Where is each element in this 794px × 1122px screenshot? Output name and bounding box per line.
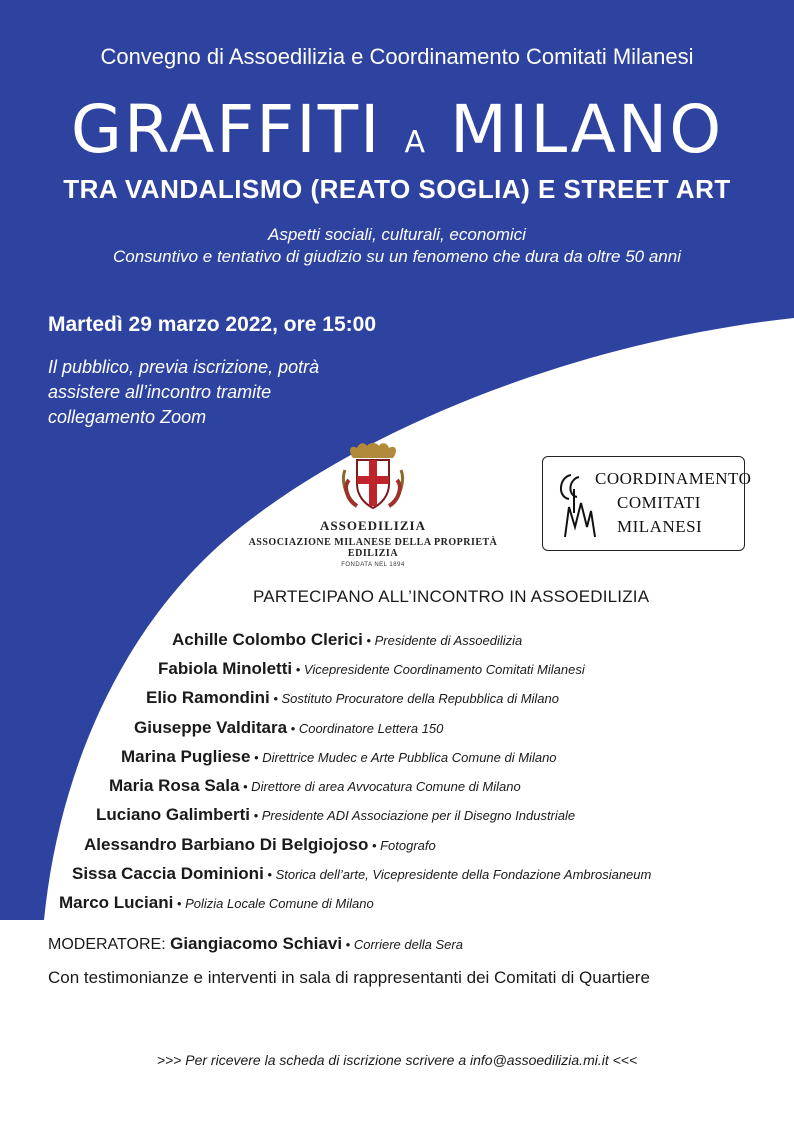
- participant-name: Marina Pugliese: [121, 747, 251, 766]
- participant-role: • Direttore di area Avvocatura Comune di Milano: [239, 779, 521, 794]
- participant-name: Elio Ramondini: [146, 688, 270, 707]
- participant-row: [109, 776, 521, 796]
- public-line-2: assistere all’incontro tramite: [48, 382, 272, 402]
- title-a: A: [404, 125, 427, 160]
- participant-row: [158, 659, 585, 679]
- participant-name: Fabiola Minoletti: [158, 659, 293, 678]
- moderator-role: • Corriere della Sera: [342, 937, 463, 952]
- participant-role: • Coordinatore Lettera 150: [287, 721, 444, 736]
- coord-line-1: COORDINAMENTO: [595, 469, 752, 488]
- aspects-line-1: Aspetti sociali, culturali, economici: [268, 225, 526, 244]
- title-graffiti: GRAFFITI: [70, 91, 382, 168]
- assoedilizia-founded: FONDATA NEL 1894: [341, 562, 405, 568]
- participant-role: • Sostituto Procuratore della Repubblica di Milano: [269, 691, 559, 706]
- aspects-line-2: Consuntivo e tentativo di giudizio su un fenomeno che dura da oltre 50 anni: [113, 247, 681, 266]
- coordinamento-text: [595, 467, 751, 539]
- coord-line-3: MILANESI: [617, 517, 703, 536]
- participant-role: • Storica dell’arte, Vicepresidente della Fondazione Ambrosianeum: [263, 867, 652, 882]
- participant-name: Marco Luciani: [59, 893, 174, 912]
- coat-of-arms-icon: [341, 440, 405, 512]
- participant-name: Achille Colombo Clerici: [172, 630, 363, 649]
- convegno-heading: Convegno di Assoedilizia e Coordinamento Comitati Milanesi: [100, 44, 694, 69]
- participant-name: Giuseppe Valditara: [134, 718, 288, 737]
- participant-row: [84, 835, 436, 855]
- participant-name: Sissa Caccia Dominioni: [72, 864, 264, 883]
- participant-row: [121, 747, 557, 767]
- public-info: [48, 355, 408, 430]
- participant-row: [172, 630, 522, 650]
- participant-role: • Vicepresidente Coordinamento Comitati Milanesi: [292, 662, 585, 677]
- participant-row: [72, 864, 651, 884]
- assoedilizia-name: ASSOEDILIZIA: [320, 518, 426, 533]
- participant-row: [59, 893, 374, 913]
- subtitle: TRA VANDALISMO (REATO SOGLIA) E STREET ART: [63, 174, 731, 204]
- moderator-label: MODERATORE:: [48, 936, 171, 953]
- title-milano: MILANO: [449, 91, 724, 168]
- event-date: Martedì 29 marzo 2022, ore 15:00: [48, 313, 377, 336]
- aspects-text: [0, 224, 794, 268]
- participant-row: [134, 718, 443, 738]
- testimonianze-text: Con testimonianze e interventi in sala di rappresentanti dei Comitati di Quartiere: [48, 968, 650, 987]
- moderator-line: [48, 934, 463, 954]
- participants-heading: PARTECIPANO ALL’INCONTRO IN ASSOEDILIZIA: [253, 587, 650, 606]
- participant-role: • Presidente ADI Associazione per il Disegno Industriale: [249, 808, 576, 823]
- participant-name: Alessandro Barbiano Di Belgiojoso: [84, 835, 369, 854]
- public-line-1: Il pubblico, previa iscrizione, potrà: [48, 357, 320, 377]
- participant-name: Luciano Galimberti: [96, 805, 250, 824]
- participant-role: • Direttrice Mudec e Arte Pubblica Comune di Milano: [250, 750, 557, 765]
- participant-role: • Presidente di Assoedilizia: [362, 633, 523, 648]
- participant-role: • Fotografo: [368, 838, 436, 853]
- assoedilizia-logo: [228, 440, 518, 568]
- participant-role: • Polizia Locale Comune di Milano: [173, 896, 374, 911]
- registration-footer: >>> Per ricevere la scheda di iscrizione scrivere a info@assoedilizia.mi.it <<<: [156, 1052, 638, 1068]
- public-line-3: collegamento Zoom: [48, 407, 207, 427]
- participant-name: Maria Rosa Sala: [109, 776, 240, 795]
- participant-row: [146, 688, 559, 708]
- coordinamento-logo: [542, 456, 752, 551]
- moderator-name: Giangiacomo Schiavi: [170, 934, 343, 953]
- coord-line-2: COMITATI: [617, 493, 701, 512]
- assoedilizia-full-name: ASSOCIAZIONE MILANESE DELLA PROPRIETÀ EDILIZIA: [248, 537, 498, 559]
- participant-row: [96, 805, 575, 825]
